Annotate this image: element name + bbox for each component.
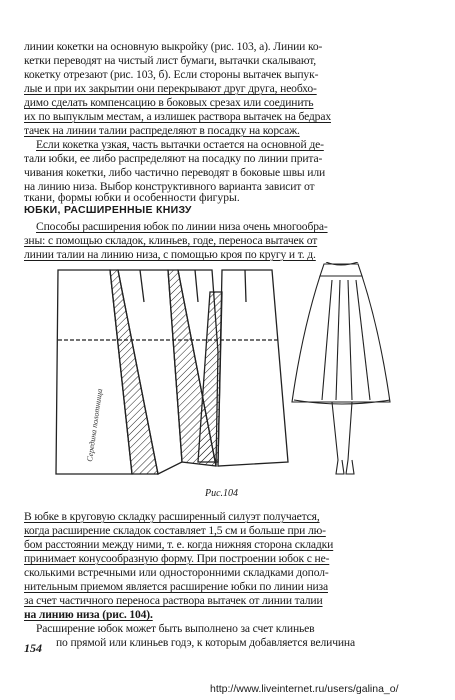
text-line: их по выпуклым местам, а излишек раствора вытачек на бедрах bbox=[24, 110, 331, 123]
text-line: чивания кокетки, либо частично переводят в боковые швы или bbox=[24, 166, 326, 179]
waistband bbox=[320, 264, 362, 276]
text-line: Если кокетка узкая, часть вытачки остается на основной де- bbox=[36, 138, 324, 151]
text-line: тачек на линии талии распределяют в посадку на корсаж. bbox=[24, 124, 300, 137]
text-line: линии талии на линию низа, с помощью кроя по кругу и т. д. bbox=[24, 248, 316, 261]
text-line: на линию низа. Выбор конструктивного варианта зависит от bbox=[24, 180, 315, 193]
skirt-body bbox=[292, 276, 390, 402]
leg-left bbox=[332, 402, 344, 474]
pleat-line bbox=[336, 280, 340, 400]
text-line: зны: с помощью складок, клиньев, годе, переноса вытачек от bbox=[24, 234, 318, 247]
text-line: кетки переводят на чистый лист бумаги, вытачки скалывают, bbox=[24, 54, 317, 67]
skirt-pattern-figure bbox=[40, 262, 425, 484]
text-line: В юбке в круговую складку расширенный силуэт получается, bbox=[24, 510, 320, 523]
text-line: ткани, формы юбки и особенности фигуры. bbox=[24, 191, 240, 204]
leg-right bbox=[346, 402, 354, 474]
text-line: линии кокетки на основную выкройку (рис. 103, а). Линии ко- bbox=[24, 40, 323, 53]
pleat-line bbox=[322, 280, 332, 400]
skirt-sketch bbox=[292, 262, 390, 474]
text-line: сколькими встречными или односторонними складками допол- bbox=[24, 566, 329, 579]
text-line: за счет частичного переноса раствора вытачек от линии талии bbox=[24, 594, 323, 607]
text-line: бом расстоянии между ними, т. е. когда нижняя сторона складки bbox=[24, 538, 334, 551]
text-line: по прямой или клиньев годэ, к которым добавляется величина bbox=[56, 636, 355, 649]
section-heading: ЮБКИ, РАСШИРЕННЫЕ КНИЗУ bbox=[24, 204, 192, 216]
text-line: Способы расширения юбок по линии низа очень многообра- bbox=[36, 220, 328, 233]
hatched-dart bbox=[110, 270, 158, 474]
panel-vertical-label: Середина полотнища bbox=[85, 388, 105, 463]
dart-mark bbox=[195, 270, 198, 302]
text-line: лые и при их закрытии они перекрывают друг друга, необхо- bbox=[24, 82, 317, 95]
skirt-panel-right bbox=[218, 270, 288, 466]
source-url[interactable]: http://www.liveinternet.ru/users/galina_o/ bbox=[210, 683, 399, 695]
text-line: кокетку отрезают (рис. 103, б). Если стороны вытачек выпук- bbox=[24, 68, 319, 81]
page-number: 154 bbox=[24, 641, 42, 655]
text-line: Расширение юбок может быть выполнено за счет клиньев bbox=[36, 622, 315, 635]
text-line: тали юбки, ее либо распределяют на посадку по линии прита- bbox=[24, 152, 323, 165]
text-line: принимает конусообразную форму. При построении юбок с не- bbox=[24, 552, 330, 565]
text-line: на линию низа (рис. 104). bbox=[24, 608, 153, 621]
pleat-line bbox=[356, 280, 370, 400]
dart-mark bbox=[140, 270, 144, 302]
dart-mark bbox=[245, 270, 246, 302]
text-line: когда расширение складок составляет 1,5 см и больше при лю- bbox=[24, 524, 326, 537]
text-line: нительным приемом является расширение юбки по линии низа bbox=[24, 580, 328, 593]
text-line: димо сделать компенсацию в боковых срезах или соединить bbox=[24, 96, 314, 109]
figure-caption: Рис.104 bbox=[205, 488, 239, 499]
pleat-line bbox=[348, 280, 352, 400]
